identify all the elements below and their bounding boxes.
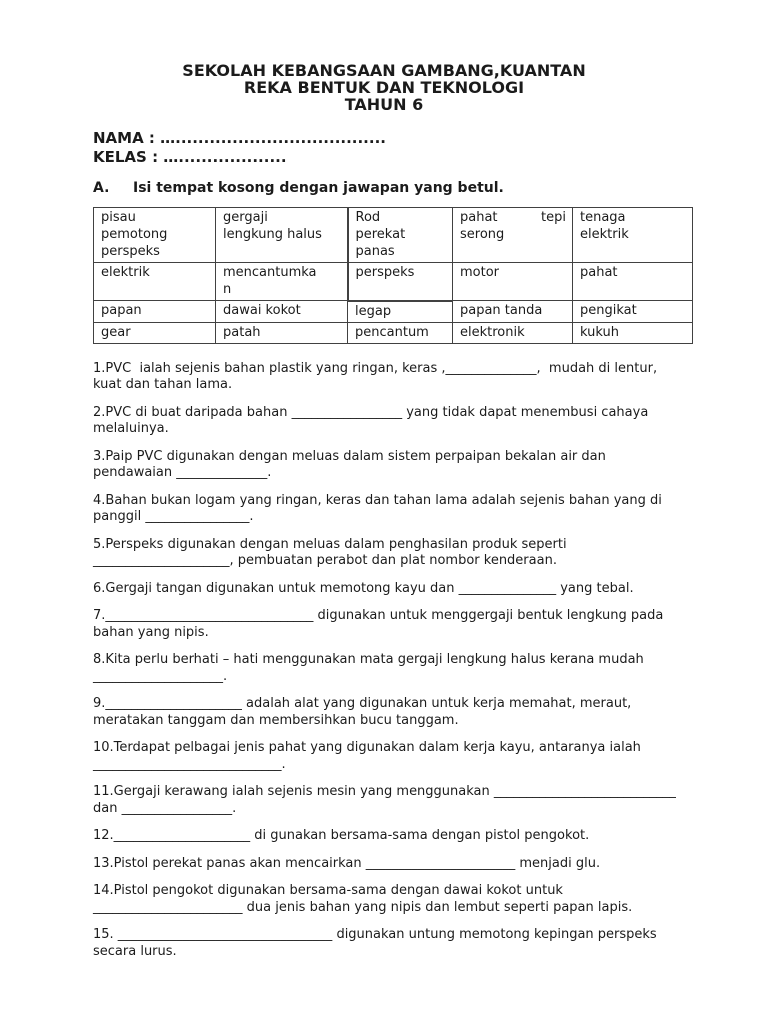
word-bank-cell — [453, 263, 573, 301]
subject-name: REKA BENTUK DAN TEKNOLOGI — [243, 78, 525, 97]
word-bank-term: gergaji lengkung halus — [223, 210, 322, 242]
word-bank-row — [94, 208, 693, 263]
word-bank-cell — [216, 301, 348, 323]
word-bank-cell — [94, 322, 216, 343]
question-item: 9._____________________ adalah alat yang digunakan untuk kerja memahat, meraut, meratakan tanggam dan membersihkan bucu tanggam. — [93, 696, 636, 728]
word-bank-term: patah — [223, 324, 261, 340]
question-item: 14.Pistol pengokot digunakan bersama-sama dengan dawai kokot untuk _______________________ dua jenis bahan yang nipis dan lembut seperti papan lapis. — [93, 883, 633, 915]
question-item: 12._____________________ di gunakan bersama-sama dengan pistol pengokot. — [93, 828, 590, 843]
question-item: 3.Paip PVC digunakan dengan meluas dalam sistem perpaipan bekalan air dan pendawaian ______________. — [93, 448, 610, 480]
word-bank-row — [94, 301, 693, 323]
word-bank-term: perspeks — [355, 265, 415, 280]
word-bank-cell — [348, 301, 453, 323]
word-bank-term: pencantum — [355, 324, 429, 340]
word-bank-cell — [573, 301, 693, 323]
word-bank-cell — [94, 263, 216, 301]
class-field-line: KELAS : …................... — [93, 148, 287, 166]
word-bank-term: elektronik — [460, 324, 525, 340]
question-item: 7.________________________________ digunakan untuk menggergaji bentuk lengkung pada bahan yang nipis. — [93, 608, 668, 640]
word-bank-cell — [453, 301, 573, 323]
school-name: SEKOLAH KEBANGSAAN GAMBANG,KUANTAN — [182, 61, 586, 80]
word-bank-term: gear — [101, 324, 131, 340]
word-bank-row — [94, 263, 693, 301]
question-item: 2.PVC di buat daripada bahan _________________ yang tidak dapat menembusi cahaya melaluinya. — [93, 404, 653, 436]
section-a-instruction: Isi tempat kosong dengan jawapan yang betul. — [133, 180, 504, 196]
word-bank-term: legap — [355, 303, 392, 319]
word-bank-cell — [348, 208, 453, 263]
question-item: 15. _________________________________ digunakan untung memotong kepingan perspeks secara lurus. — [93, 927, 661, 959]
word-bank-term: pisau pemotong perspeks — [101, 210, 168, 259]
word-bank-cell — [453, 208, 573, 263]
word-bank-term: pahat tepi serong — [460, 210, 566, 242]
word-bank-table — [93, 207, 693, 344]
name-field-line: NAMA : …..................................... — [93, 129, 386, 147]
word-bank-cell — [573, 263, 693, 301]
word-bank-cell — [573, 322, 693, 343]
year-label: TAHUN 6 — [344, 95, 424, 114]
question-item: 11.Gergaji kerawang ialah sejenis mesin yang menggunakan ____________________________ dan _________________. — [93, 784, 681, 816]
student-fields — [93, 129, 692, 167]
question-item: 8.Kita perlu berhati – hati menggunakan mata gergaji lengkung halus kerana mudah ____________________. — [93, 652, 648, 684]
word-bank-cell — [348, 263, 453, 301]
word-bank-cell — [216, 208, 348, 263]
word-bank-term: dawai kokot — [223, 303, 301, 318]
question-item: 1.PVC ialah sejenis bahan plastik yang ringan, keras ,______________, mudah di lentur, kuat dan tahan lama. — [93, 360, 662, 392]
word-bank-cell — [453, 322, 573, 343]
question-item: 6.Gergaji tangan digunakan untuk memotong kayu dan _______________ yang tebal. — [93, 580, 634, 596]
word-bank-term: tenaga elektrik — [580, 210, 629, 242]
word-bank-term: motor — [460, 265, 500, 280]
word-bank-term: kukuh — [580, 324, 619, 340]
word-bank-row — [94, 322, 693, 343]
word-bank-term: mencantumkan — [223, 265, 317, 297]
word-bank-cell — [348, 322, 453, 343]
section-a-heading — [93, 179, 692, 197]
section-a-label: A. — [93, 180, 110, 196]
question-item: 13.Pistol perekat panas akan mencairkan _______________________ menjadi glu. — [93, 855, 601, 871]
word-bank-cell — [573, 208, 693, 263]
word-bank-body — [94, 208, 693, 344]
question-item: 5.Perspeks digunakan dengan meluas dalam penghasilan produk seperti _____________________, pembuatan perabot dan plat nombor kenderaan. — [93, 536, 571, 568]
document-header — [0, 62, 768, 113]
word-bank-cell — [94, 208, 216, 263]
word-bank-term: elektrik — [101, 265, 150, 280]
word-bank-cell — [94, 301, 216, 323]
word-bank-cell — [216, 322, 348, 343]
word-bank-term: papan — [101, 303, 142, 318]
question-item: 4.Bahan bukan logam yang ringan, keras dan tahan lama adalah sejenis bahan yang di panggil ________________. — [93, 492, 666, 524]
question-item: 10.Terdapat pelbagai jenis pahat yang digunakan dalam kerja kayu, antaranya ialah _____________________________. — [93, 740, 646, 772]
questions — [93, 361, 681, 961]
word-bank-term: Rod perekat panas — [355, 210, 406, 259]
word-bank-cell — [216, 263, 348, 301]
word-bank-term: papan tanda — [460, 303, 543, 318]
word-bank-term: pengikat — [580, 303, 637, 318]
word-bank-term: pahat — [580, 265, 618, 280]
